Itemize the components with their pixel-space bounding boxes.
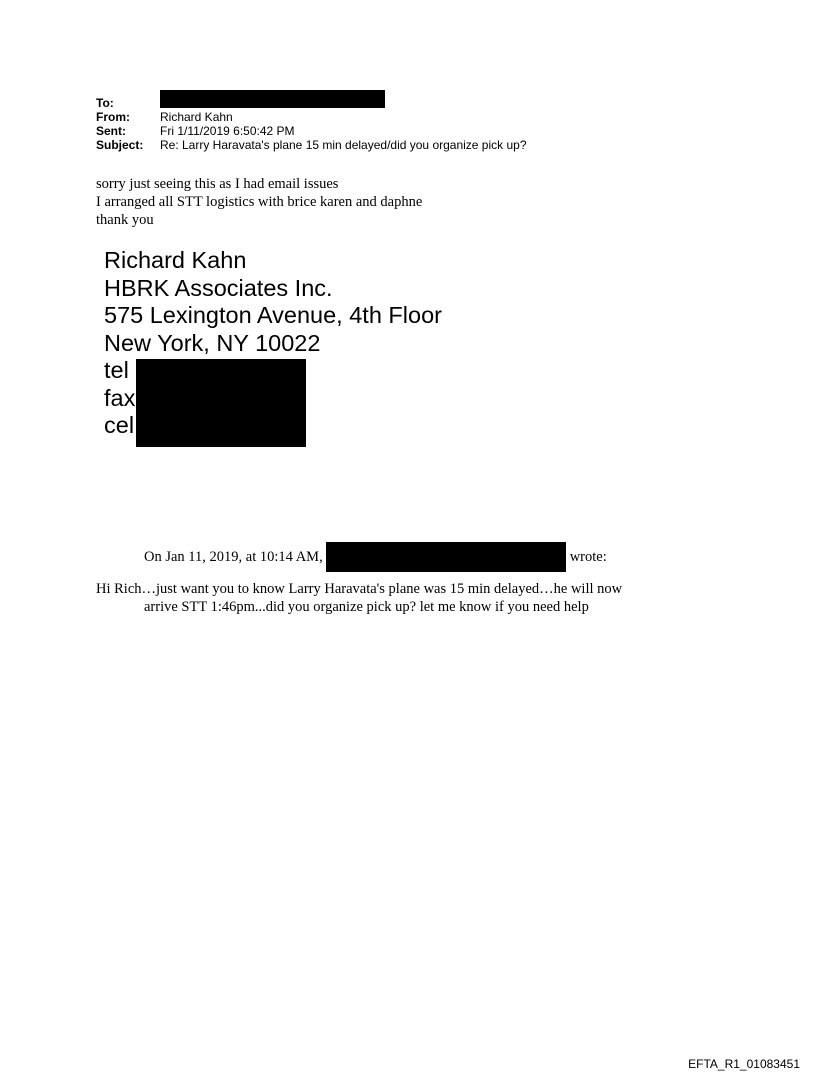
subject-label: Subject: [96, 138, 144, 152]
message-body [96, 175, 422, 229]
quoted-message [96, 580, 716, 616]
subject-value: Re: Larry Haravata's plane 15 min delayed/did you organize pick up? [160, 138, 527, 152]
signature-company: HBRK Associates Inc. [104, 274, 333, 301]
sender-redaction [326, 542, 566, 572]
signature-block [104, 247, 442, 440]
from-label: From: [96, 110, 130, 124]
signature-cel-label: cel [104, 412, 135, 438]
to-redaction [160, 90, 385, 108]
from-row [96, 110, 527, 124]
signature-name: Richard Kahn [104, 247, 247, 273]
attribution-prefix: On Jan 11, 2019, at 10:14 AM, [144, 549, 323, 565]
sent-label: Sent: [96, 124, 126, 138]
to-label: To: [96, 96, 114, 110]
document-id: EFTA_R1_01083451 [688, 1057, 800, 1071]
quoted-attribution [144, 542, 607, 572]
sent-value: Fri 1/11/2019 6:50:42 PM [160, 124, 295, 138]
signature-address-line-2: New York, NY 10022 [104, 329, 321, 356]
body-line: thank you [96, 212, 154, 228]
body-line: sorry just seeing this as I had email issues [96, 176, 339, 192]
attribution-suffix: wrote: [569, 549, 607, 565]
signature-address-line-1: 575 Lexington Avenue, 4th Floor [104, 302, 442, 328]
signature-tel-label: tel [104, 357, 129, 383]
subject-row [96, 138, 527, 152]
to-row [96, 96, 527, 110]
signature-fax-label: fax [104, 384, 136, 411]
contact-numbers-redaction [136, 359, 306, 447]
quoted-line: Hi Rich…just want you to know Larry Haravata's plane was 15 min delayed…he will now [96, 581, 623, 597]
body-line: I arranged all STT logistics with brice karen and daphne [96, 194, 423, 210]
sent-row [96, 124, 527, 138]
quoted-line: arrive STT 1:46pm...did you organize pick up? let me know if you need help [144, 599, 589, 615]
from-value: Richard Kahn [160, 110, 233, 124]
email-header [96, 96, 527, 152]
